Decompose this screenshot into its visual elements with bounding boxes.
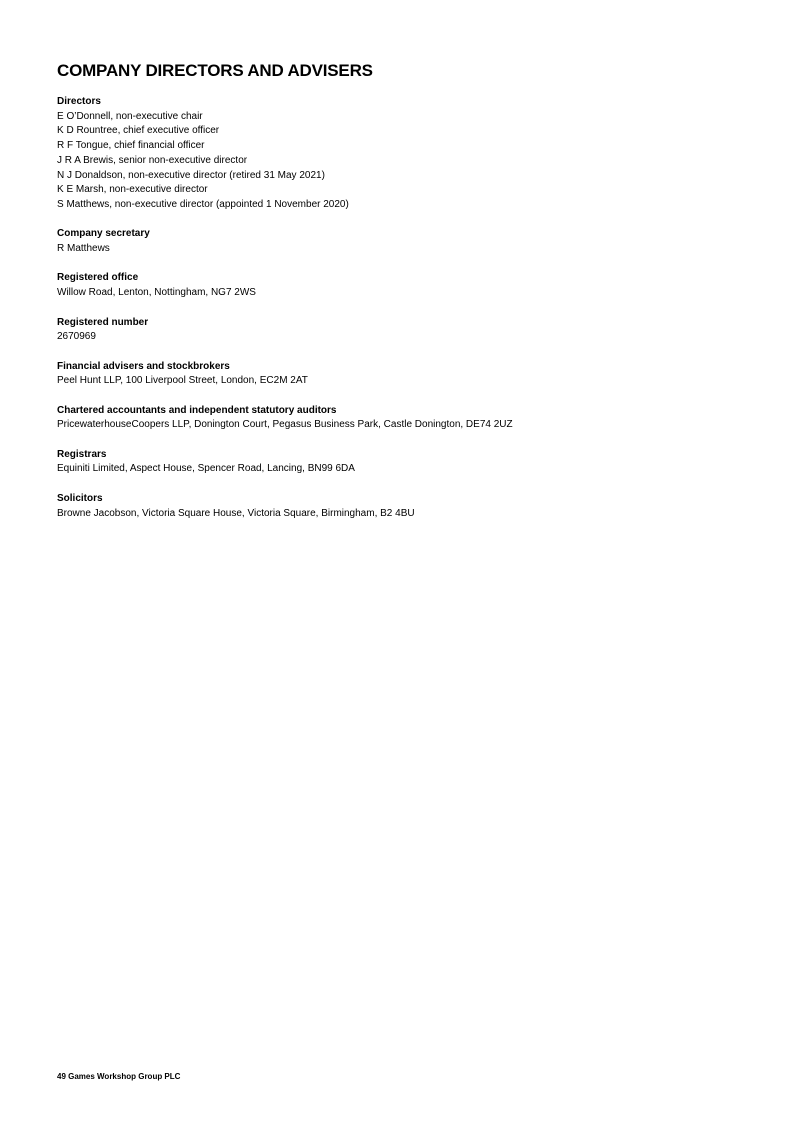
section-heading: Registered number <box>57 316 149 328</box>
section-heading: Directors <box>57 96 101 107</box>
section-heading: Solicitors <box>57 492 103 504</box>
section-line: K E Marsh, non-executive director <box>57 184 208 196</box>
section <box>57 95 513 213</box>
section-heading: Chartered accountants and independent statutory auditors <box>57 404 337 416</box>
section <box>57 448 513 477</box>
section <box>57 227 513 256</box>
section-line: K D Rountree, chief executive officer <box>57 125 220 137</box>
section-line: Willow Road, Lenton, Nottingham, NG7 2WS <box>57 287 256 299</box>
section-heading: Registered office <box>57 272 139 284</box>
section-line: 2670969 <box>57 331 96 343</box>
advisers-list <box>57 95 513 536</box>
section-line: J R A Brewis, senior non-executive director <box>57 154 248 166</box>
page-footer: 49 Games Workshop Group PLC <box>57 1072 181 1081</box>
section-line: Browne Jacobson, Victoria Square House, Victoria Square, Birmingham, B2 4BU <box>57 507 415 519</box>
section-line: E O’Donnell, non-executive chair <box>57 110 203 122</box>
section <box>57 271 513 300</box>
section-line: N J Donaldson, non-executive director (retired 31 May 2021) <box>57 169 325 181</box>
section-heading: Company secretary <box>57 228 150 240</box>
section-heading: Financial advisers and stockbrokers <box>57 360 230 372</box>
section <box>57 316 513 345</box>
section-line: R F Tongue, chief financial officer <box>57 140 205 152</box>
section-line: R Matthews <box>57 243 110 255</box>
section-line: PricewaterhouseCoopers LLP, Donington Court, Pegasus Business Park, Castle Donington, DE74 2UZ <box>57 419 513 431</box>
section <box>57 404 513 433</box>
page-title: COMPANY DIRECTORS AND ADVISERS <box>57 61 373 80</box>
section-line: S Matthews, non-executive director (appointed 1 November 2020) <box>57 198 349 210</box>
section-line: Peel Hunt LLP, 100 Liverpool Street, London, EC2M 2AT <box>57 375 308 387</box>
section-heading: Registrars <box>57 448 107 460</box>
section-line: Equiniti Limited, Aspect House, Spencer Road, Lancing, BN99 6DA <box>57 463 355 475</box>
section <box>57 360 513 389</box>
section <box>57 492 513 521</box>
